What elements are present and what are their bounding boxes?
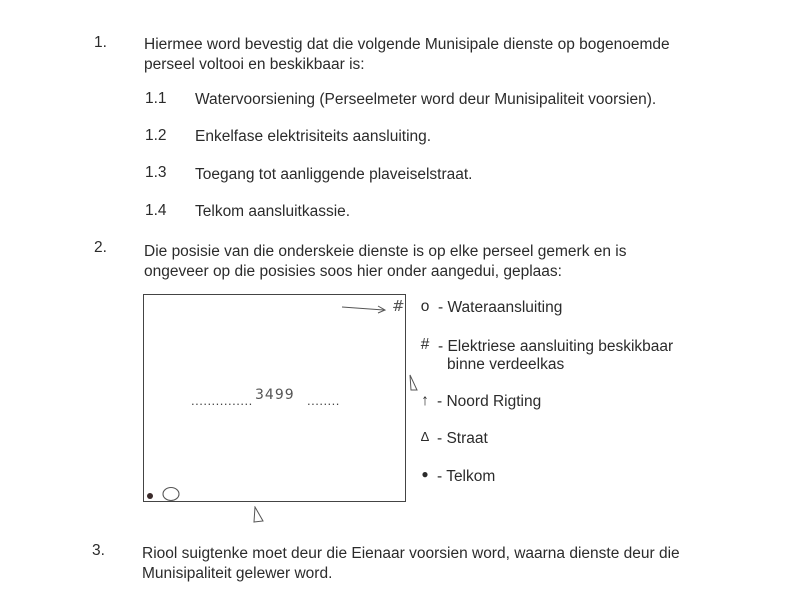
item-1-4-text: Telkom aansluitkassie.	[195, 203, 351, 220]
legend-electric-label2: binne verdeelkas	[447, 356, 565, 373]
legend-street-label: - Straat	[437, 430, 488, 447]
legend-electric-symbol: #	[420, 336, 430, 353]
section-3-text-line2: Munisipaliteit gelewer word.	[142, 565, 333, 582]
erf-number: 3499	[255, 387, 295, 403]
legend-water-symbol: o	[420, 298, 430, 315]
section-1-text-line2: perseel voltooi en beskikbaar is:	[144, 56, 365, 73]
item-1-4-number: 1.4	[145, 202, 167, 219]
legend-telkom-label: - Telkom	[437, 468, 496, 485]
section-1-text-line1: Hiermee word bevestig dat die volgende Munisipale dienste op bogenoemde	[144, 36, 670, 53]
item-1-3-text: Toegang tot aanliggende plaveiselstraat.	[195, 166, 473, 183]
legend-electric-label: - Elektriese aansluiting beskikbaar	[438, 338, 674, 355]
item-1-2-text: Enkelfase elektrisiteits aansluiting.	[195, 128, 432, 145]
legend-water-label: - Wateraansluiting	[438, 299, 563, 316]
arrow-line-icon	[342, 307, 384, 310]
legend-north-symbol: ↑	[421, 392, 429, 409]
item-1-3-number: 1.3	[145, 164, 167, 181]
item-1-1-number: 1.1	[145, 90, 167, 107]
section-1-number: 1.	[94, 34, 107, 51]
erf-dots-right: ........	[307, 393, 340, 408]
water-circle-icon	[163, 488, 179, 501]
street-triangle-bottom-icon	[251, 506, 265, 524]
item-1-1-text: Watervoorsiening (Perseelmeter word deur Munisipaliteit voorsien).	[195, 91, 657, 108]
item-1-2-number: 1.2	[145, 127, 167, 144]
erf-dots-left: ...............	[191, 393, 253, 408]
legend-telkom-symbol: ●	[421, 467, 429, 481]
section-2-number: 2.	[94, 239, 107, 256]
erf-diagram	[143, 294, 406, 502]
section-2-text-line1: Die posisie van die onderskeie dienste is op elke perseel gemerk en is	[144, 243, 627, 260]
telkom-dot-icon	[147, 493, 153, 499]
street-triangle-right-icon	[407, 374, 419, 392]
section-2-text-line2: ongeveer op die posisies soos hier onder aangedui, geplaas:	[144, 263, 562, 280]
section-3-number: 3.	[92, 542, 105, 559]
legend-street-symbol: Δ	[420, 429, 430, 444]
legend-north-label: - Noord Rigting	[437, 393, 542, 410]
electric-hash-icon: #	[392, 297, 405, 315]
section-3-text-line1: Riool suigtenke moet deur die Eienaar voorsien word, waarna dienste deur die	[142, 545, 680, 562]
